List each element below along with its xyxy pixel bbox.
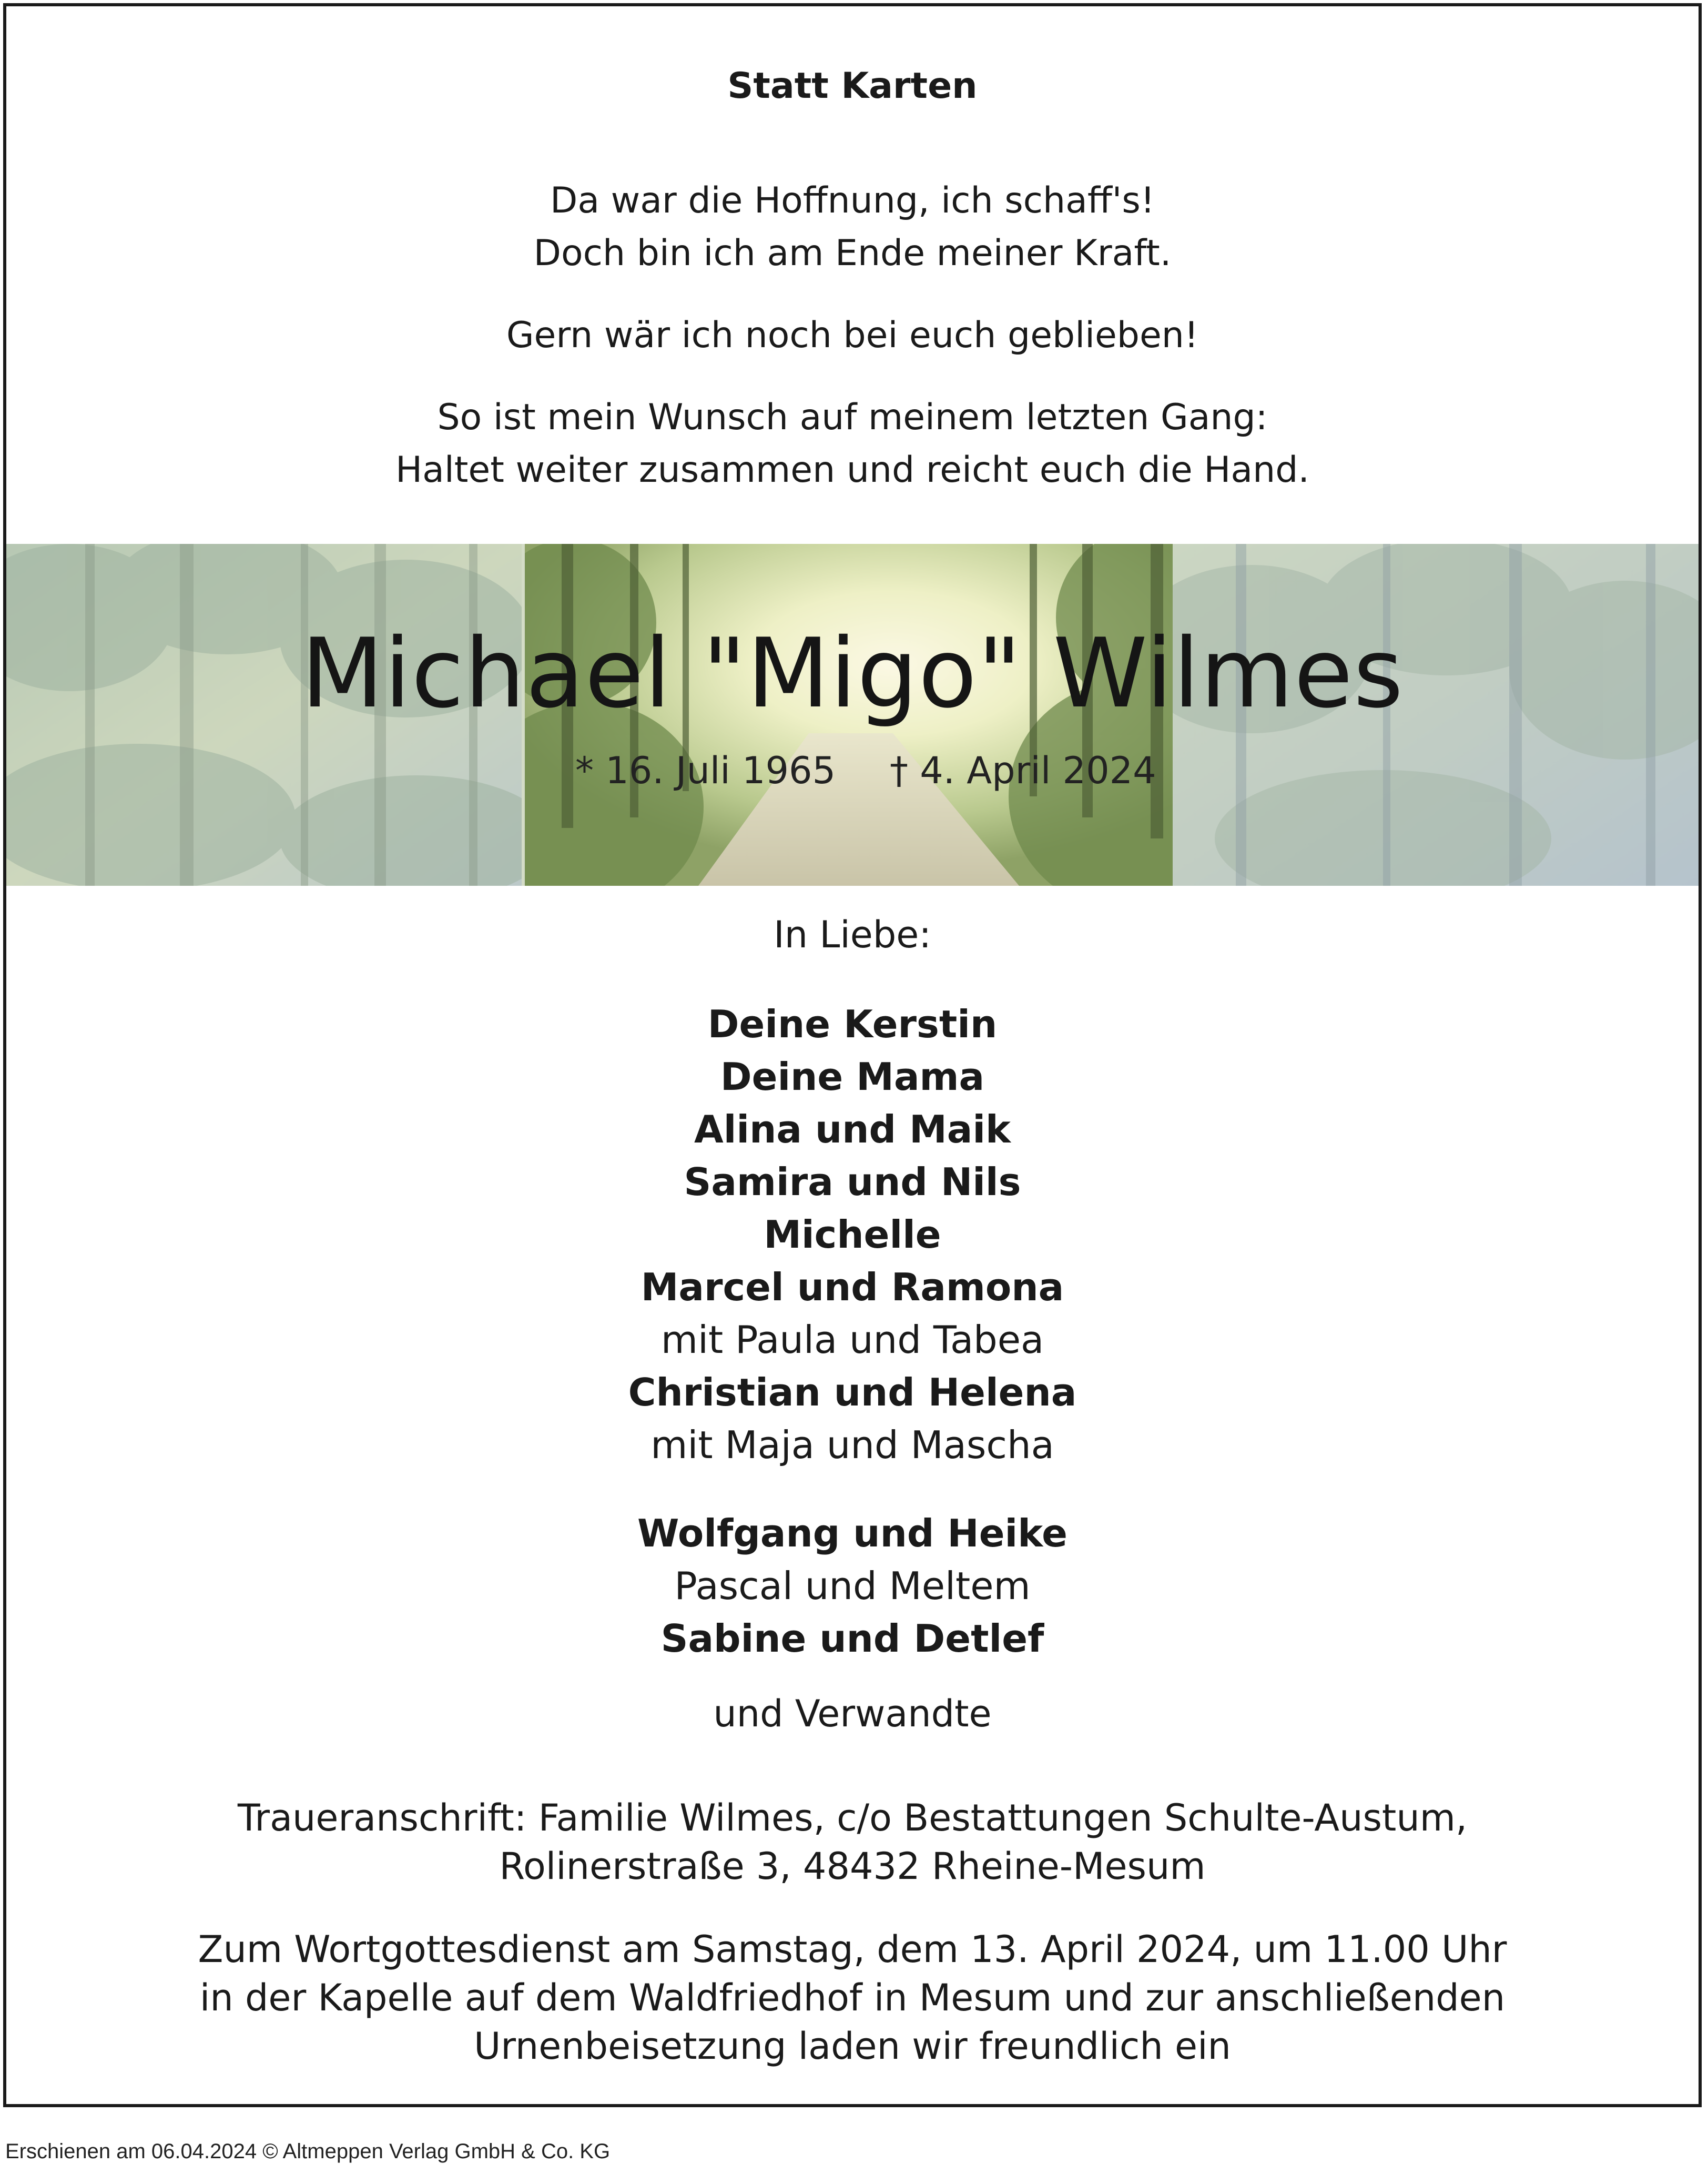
forest-banner: [6, 544, 1699, 886]
mourner-line: Alina und Maik: [694, 1107, 1011, 1151]
death-date: † 4. April 2024: [890, 749, 1156, 792]
verse-line: So ist mein Wunsch auf meinem letzten Gang:: [437, 397, 1268, 438]
verse-line: Doch bin ich am Ende meiner Kraft.: [533, 232, 1172, 274]
mourner-line: Pascal und Meltem: [674, 1564, 1031, 1608]
in-liebe-label: In Liebe:: [774, 913, 931, 956]
address-line: Traueranschrift: Familie Wilmes, c/o Bestattungen Schulte-Austum,: [237, 1796, 1468, 1839]
verse-line: Haltet weiter zusammen und reicht euch die Hand.: [395, 449, 1309, 491]
mourner-line: Sabine und Detlef: [660, 1616, 1044, 1661]
address-line: Rolinerstraße 3, 48432 Rheine-Mesum: [499, 1845, 1206, 1888]
condolence-address: [6, 1794, 1699, 1890]
mourner-line: Deine Mama: [720, 1055, 985, 1099]
birth-date: * 16. Juli 1965: [575, 749, 836, 792]
verse-stanza-3: [6, 391, 1699, 497]
mourner-line: mit Paula und Tabea: [660, 1318, 1044, 1362]
publication-footer: Erschienen am 06.04.2024 © Altmeppen Verlag GmbH & Co. KG: [5, 2140, 611, 2163]
service-line: Zum Wortgottesdienst am Samstag, dem 13. April 2024, um 11.00 Uhr: [198, 1928, 1507, 1971]
mourners-list: [6, 998, 1699, 1471]
service-line: in der Kapelle auf dem Waldfriedhof in Mesum und zur anschließenden: [199, 1976, 1506, 2019]
verse-stanza-1: [6, 175, 1699, 280]
service-line: Urnenbeisetzung laden wir freundlich ein: [474, 2025, 1231, 2068]
mourners-list-secondary: [6, 1507, 1699, 1665]
notice-heading: Statt Karten: [727, 65, 978, 107]
relatives-line: und Verwandte: [713, 1692, 992, 1735]
verse-stanza-2: [6, 309, 1699, 362]
mourner-line: Michelle: [764, 1212, 941, 1257]
mourner-line: Christian und Helena: [628, 1370, 1077, 1414]
mourner-line: Wolfgang und Heike: [637, 1511, 1068, 1555]
deceased-name: Michael "Migo" Wilmes: [301, 618, 1404, 729]
mourner-line: Samira und Nils: [684, 1160, 1021, 1204]
verse-line: Gern wär ich noch bei euch geblieben!: [506, 315, 1199, 356]
verse-line: Da war die Hoffnung, ich schaff's!: [550, 180, 1155, 221]
mourner-line: Marcel und Ramona: [640, 1265, 1064, 1309]
service-invitation: [6, 1925, 1699, 2070]
mourner-line: Deine Kerstin: [707, 1002, 998, 1046]
obituary-notice: [3, 3, 1702, 2107]
mourner-line: mit Maja und Mascha: [650, 1423, 1054, 1467]
